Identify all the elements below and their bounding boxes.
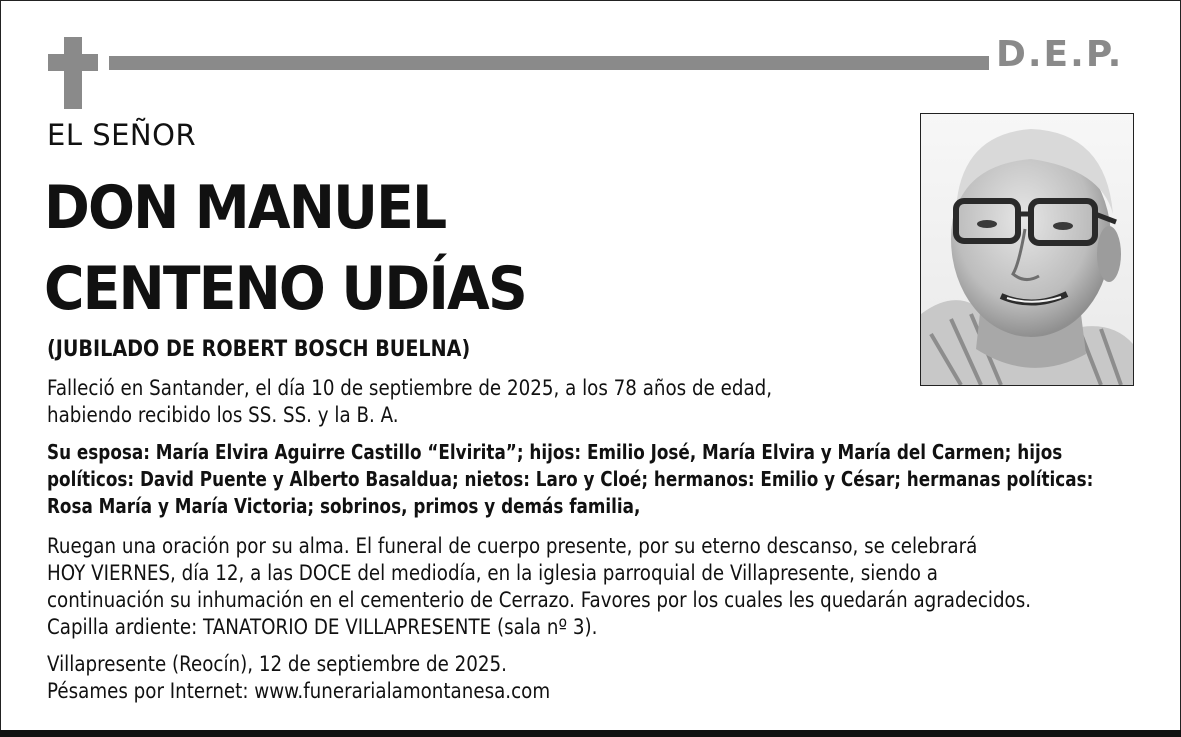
service-paragraph xyxy=(47,533,1031,641)
service-line: Capilla ardiente: TANATORIO DE VILLAPRESENTE (sala nº 3). xyxy=(47,615,598,639)
portrait-photo xyxy=(920,113,1134,386)
deceased-name xyxy=(44,168,526,330)
service-line: HOY VIERNES, día 12, a las DOCE del mediodía, en la iglesia parroquial de Villapresente, siendo a xyxy=(47,561,938,585)
family-line: Rosa María y María Victoria; sobrinos, primos y demás familia, xyxy=(47,494,641,518)
bottom-border xyxy=(0,730,1181,737)
family-paragraph xyxy=(47,439,1093,520)
condolences-line: Pésames por Internet: www.funerarialamontanesa.com xyxy=(47,679,551,703)
occupation: (JUBILADO DE ROBERT BOSCH BUELNA) xyxy=(47,337,471,362)
header-rule xyxy=(109,56,989,70)
service-line: Ruegan una oración por su alma. El funeral de cuerpo presente, por su eterno descanso, se celebrará xyxy=(47,534,978,558)
death-notice-line: habiendo recibido los SS. SS. y la B. A. xyxy=(47,403,399,427)
name-line-2: CENTENO UDÍAS xyxy=(44,254,526,324)
footer-paragraph xyxy=(47,651,550,705)
family-line: Su esposa: María Elvira Aguirre Castillo “Elvirita”; hijos: Emilio José, María Elvira y María del Carmen; hijos xyxy=(47,440,1063,464)
family-line: políticos: David Puente y Alberto Basaldua; nietos: Laro y Cloé; hermanos: Emilio y César; hermanas políticas: xyxy=(47,467,1094,491)
intro-label: EL SEÑOR xyxy=(47,118,197,152)
service-line: continuación su inhumación en el cementerio de Cerrazo. Favores por los cuales les quedarán agradecidos. xyxy=(47,588,1032,612)
death-notice xyxy=(47,375,772,429)
place-date-line: Villapresente (Reocín), 12 de septiembre de 2025. xyxy=(47,652,507,676)
dep-label: D.E.P. xyxy=(996,34,1124,75)
death-notice-line: Falleció en Santander, el día 10 de septiembre de 2025, a los 78 años de edad, xyxy=(47,376,773,400)
name-line-1: DON MANUEL xyxy=(44,173,446,243)
